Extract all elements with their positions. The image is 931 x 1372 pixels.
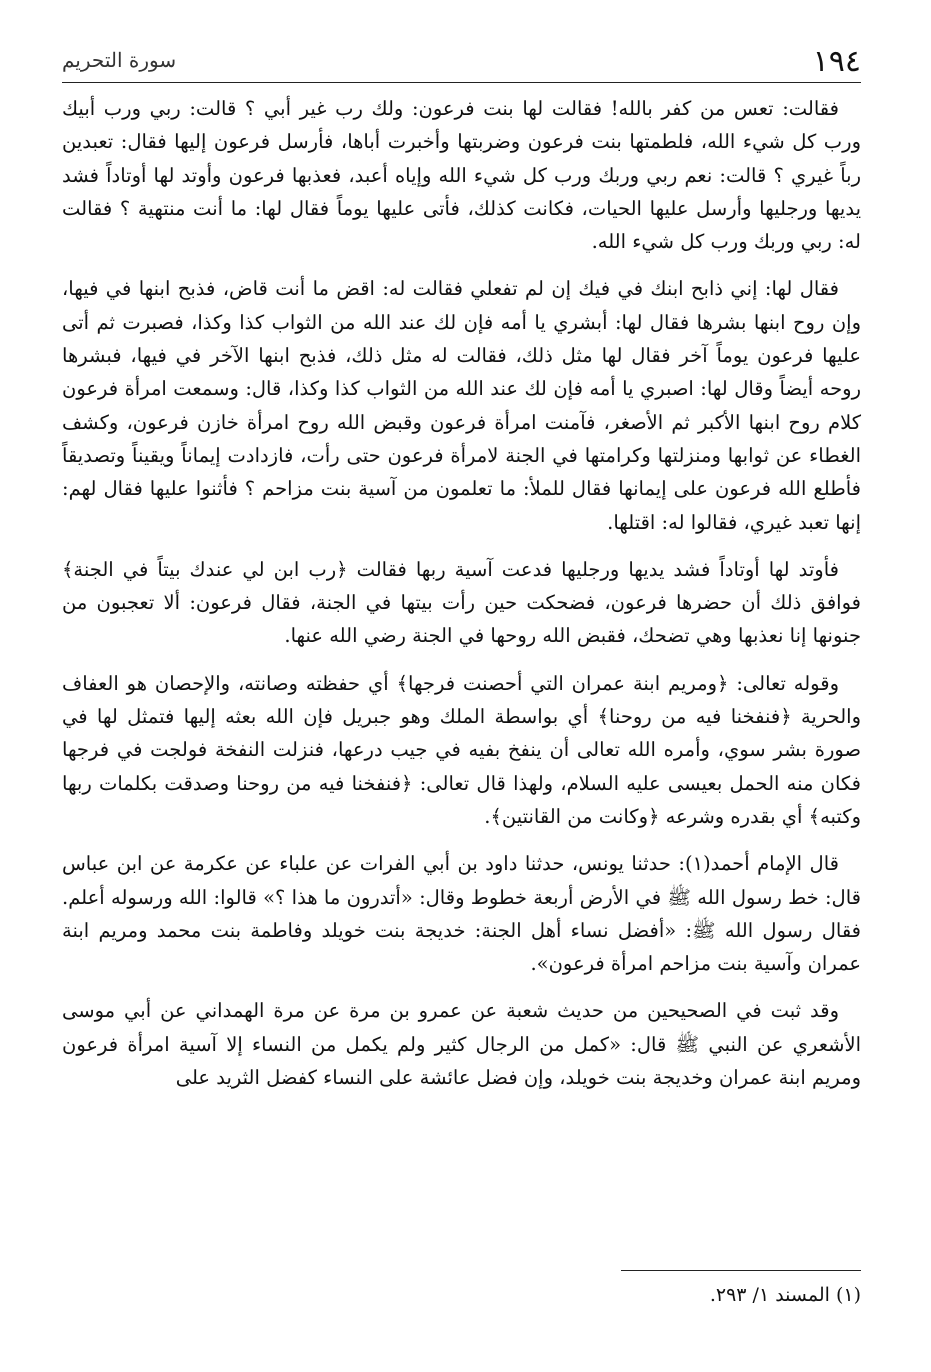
page-number: ١٩٤: [812, 44, 861, 79]
paragraph: فقالت: تعس من كفر بالله! فقالت لها بنت فرعون: ولك رب غير أبي ؟ قالت: ربي ورب أبيك ورب كل شيء الله، فلطمتها بنت فرعون وضربتها وأخبرت أباها، فأرسل فرعون إليها فقال: تعبدين رباً غيري ؟ قالت: نعم ربي وربك ورب كل شيء الله وإياه أعبد، فعذبها فرعون وأوتد لها أوتاداً فشد يديها ورجليها وأرسل عليها الحيات، فكانت كذلك، فأتى عليها يوماً فقال لها: ما أنت منتهية ؟ فقالت له: ربي وربك ورب كل شيء الله.: [62, 97, 861, 254]
paragraph: وقد ثبت في الصحيحين من حديث شعبة عن عمرو بن مرة عن مرة الهمداني عن أبي موسى الأشعري عن النبي ﷺ قال: «كمل من الرجال كثير ولم يكمل من النساء إلا آسية امرأة فرعون ومريم ابنة عمران وخديجة بنت خويلد، وإن فضل عائشة على النساء كفضل الثريد على: [62, 999, 861, 1090]
footnote: (١) المسند ١/ ٢٩٣.: [709, 1284, 861, 1306]
page-header: [62, 38, 861, 83]
running-head: سورة التحريم: [62, 48, 177, 72]
paragraph: فقال لها: إني ذابح ابنك في فيك إن لم تفعلي فقالت له: اقض ما أنت قاض، فذبح ابنها في فيها، وإن روح ابنها بشرها فقال لها: أبشري يا أمه فإن لك عند الله من الثواب كذا وكذا، فصبرت ثم أتى عليها فرعون يوماً آخر فقال لها مثل ذلك، فقالت له مثل ذلك، فذبح ابنها الآخر في فيها، فبشرها روحه أيضاً وقال لها: اصبري يا أمه فإن لك عند الله من الثواب كذا وكذا، قال: وسمعت امرأة فرعون كلام روح ابنها الأكبر ثم الأصغر، فآمنت امرأة فرعون وقبض الله روح امرأة خازن فرعون، وكشف الغطاء عن ثوابها ومنزلتها وكرامتها في الجنة لامرأة فرعون حتى رأت، فازدادت إيماناً ويقيناً وتصديقاً فأطلع الله فرعون على إيمانها فقال للملأ: ما تعلمون من آسية بنت مزاحم ؟ فأثنوا عليها فقال لهم: إنها تعبد غيري، فقالوا له: اقتلها.: [62, 277, 861, 534]
footnote-divider: [621, 1270, 861, 1271]
main-text: [62, 92, 861, 1108]
paragraph: قال الإمام أحمد(١): حدثنا يونس، حدثنا داود بن أبي الفرات عن علباء عن عكرمة عن ابن عباس قال: خط رسول الله ﷺ في الأرض أربعة خطوط وقال: «أتدرون ما هذا ؟» قالوا: الله ورسوله أعلم. فقال رسول الله ﷺ: «أفضل نساء أهل الجنة: خديجة بنت خويلد وفاطمة بنت محمد ومريم ابنة عمران وآسية بنت مزاحم امرأة فرعون».: [62, 852, 861, 976]
paragraph: فأوتد لها أوتاداً فشد يديها ورجليها فدعت آسية ربها فقالت ﴿رب ابن لي عندك بيتاً في الجنة﴾ فوافق ذلك أن حضرها فرعون، فضحكت حين رأت بيتها في الجنة، فقال فرعون: ألا تعجبون من جنونها إنا نعذبها وهي تضحك، فقبض الله روحها في الجنة رضي الله عنها.: [62, 557, 861, 648]
paragraph: وقوله تعالى: ﴿ومريم ابنة عمران التي أحصنت فرجها﴾ أي حفظته وصانته، والإحصان هو العفاف والحرية ﴿فنفخنا فيه من روحنا﴾ أي بواسطة الملك وهو جبريل فإن الله بعثه إليها فتمثل لها في صورة بشر سوي، وأمره الله تعالى أن ينفخ بفيه في جيب درعها، فنزلت النفخة فولجت في فرجها فكان منه الحمل بعيسى عليه السلام، ولهذا قال تعالى: ﴿فنفخنا فيه من روحنا وصدقت بكلمات ربها وكتبه﴾ أي بقدره وشرعه ﴿وكانت من القانتين﴾.: [62, 671, 861, 828]
